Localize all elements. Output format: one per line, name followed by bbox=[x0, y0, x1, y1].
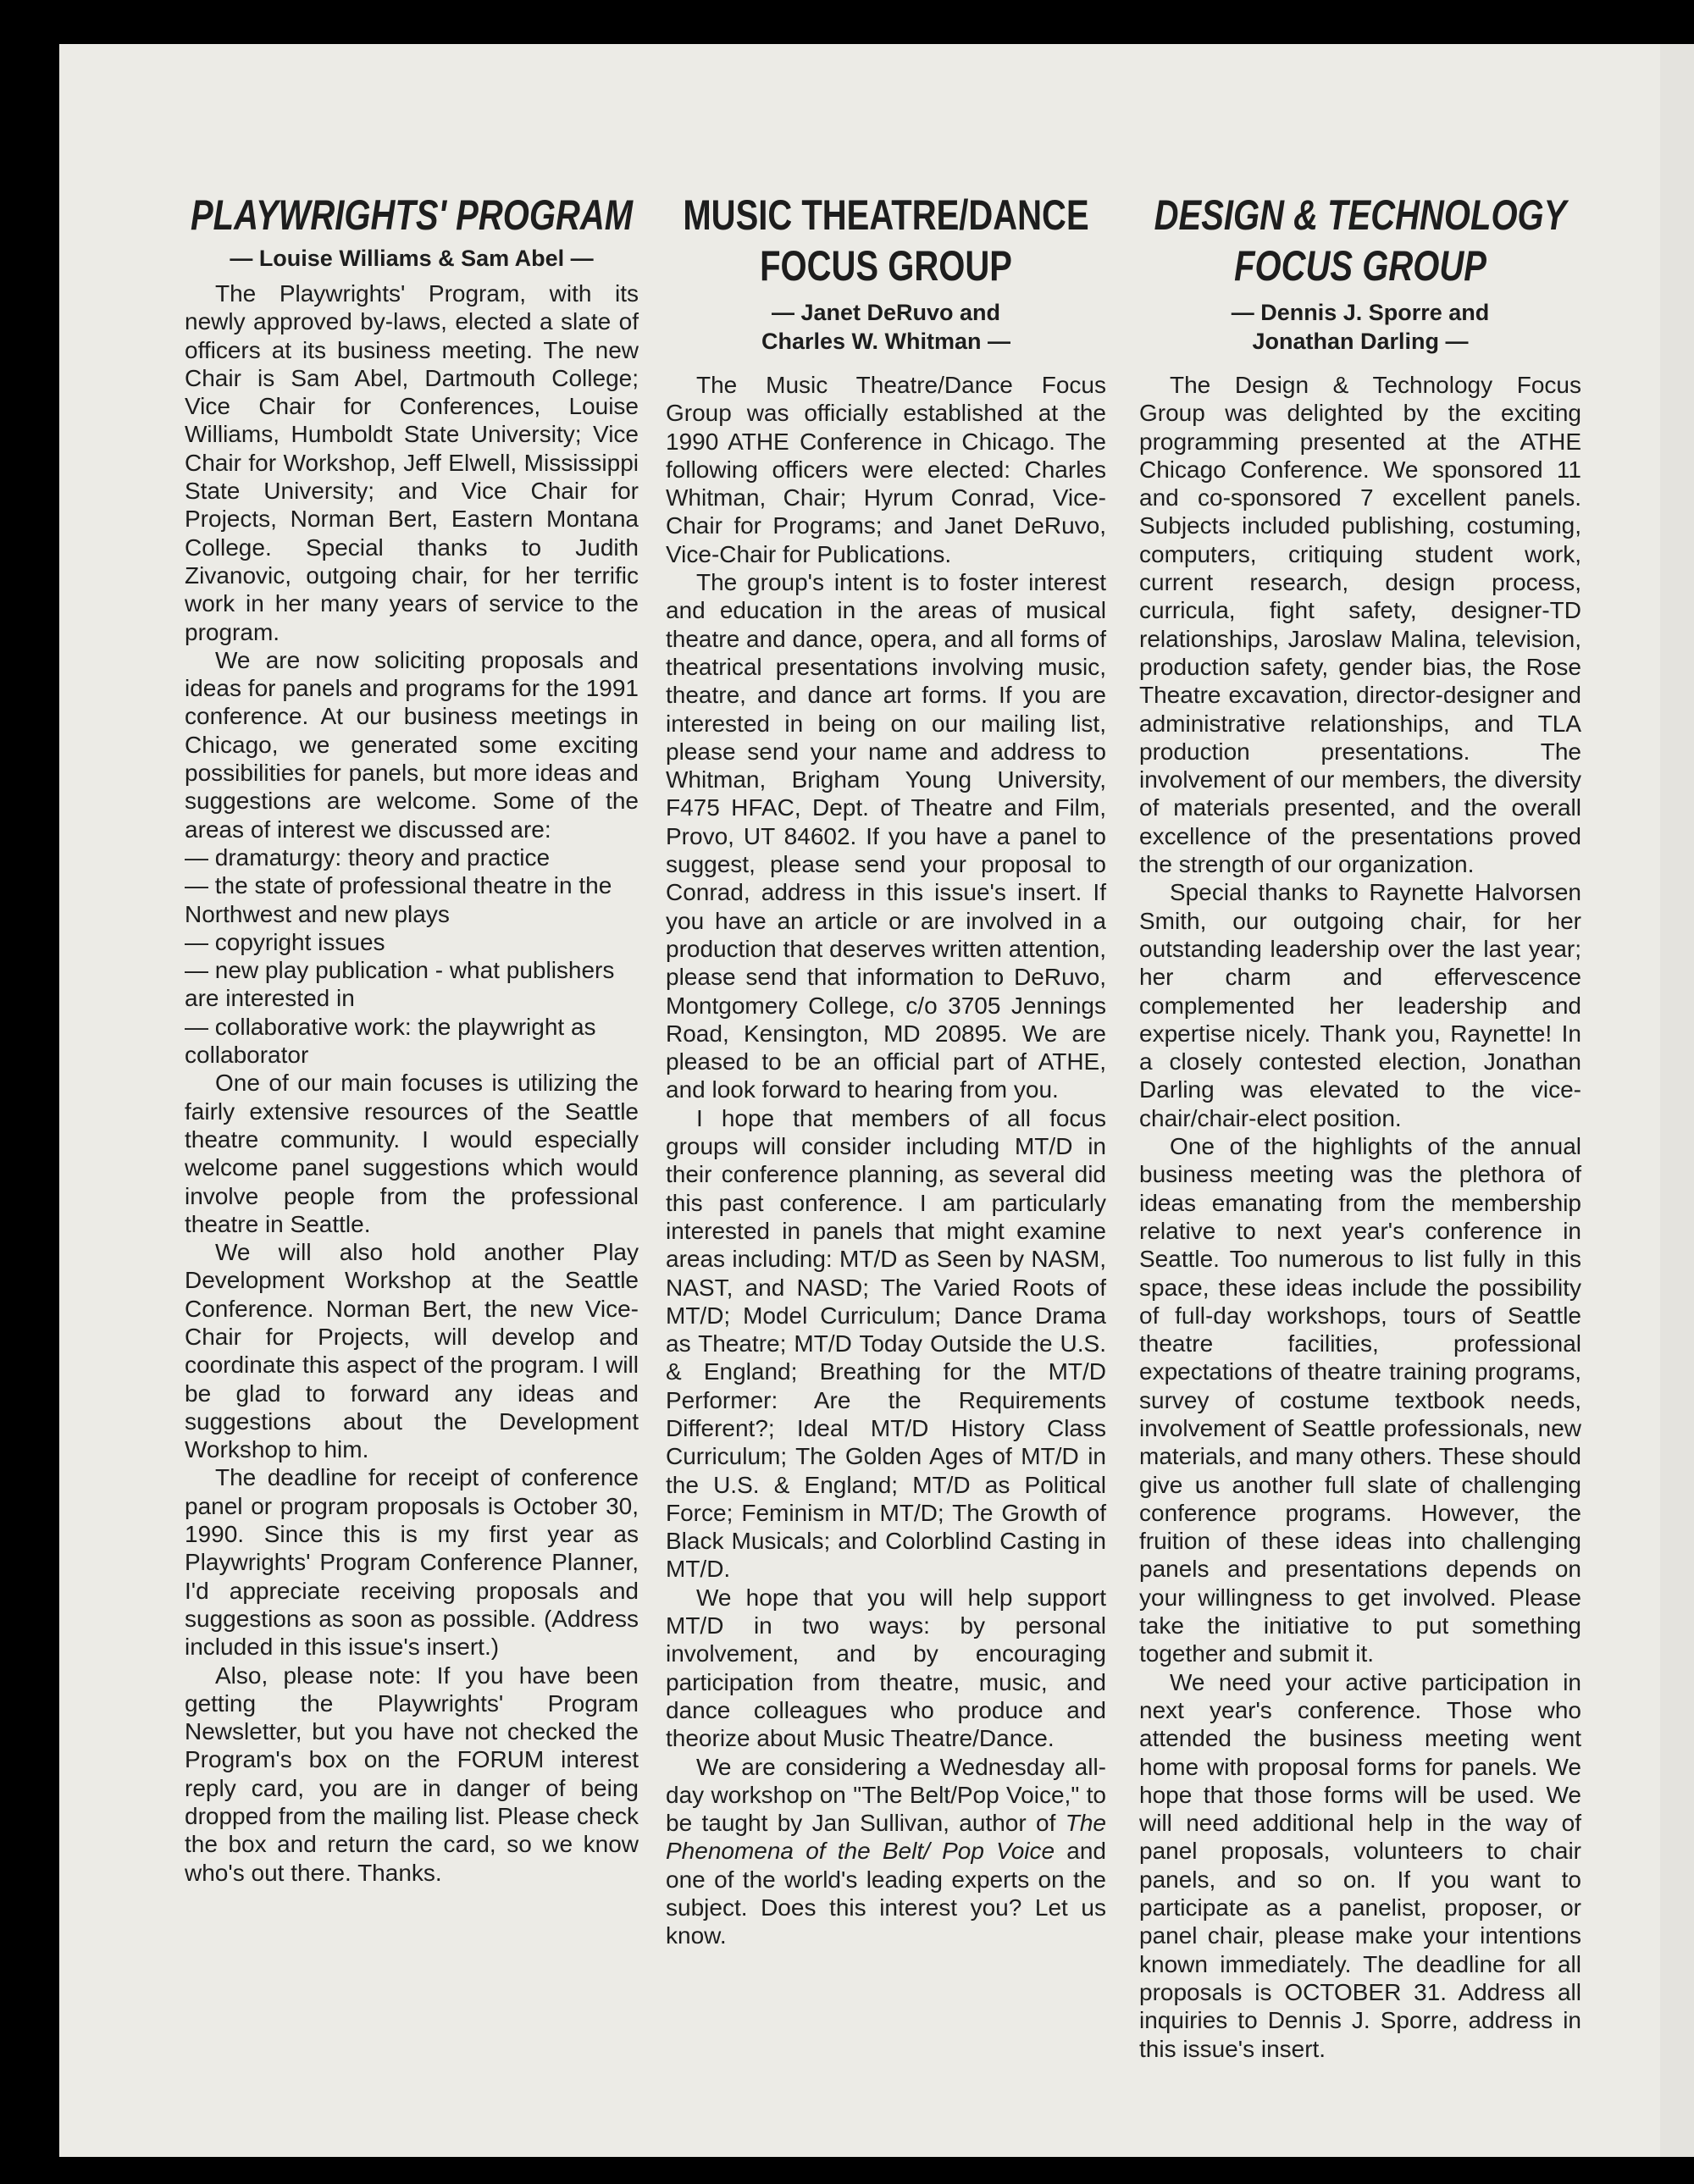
design-paragraph-4: We need your active participation in next year's conference. Those who attended the business meeting went home with proposal forms for panels. We hope that those forms will be used. We will need additional help in the way of panel proposals, volunteers to chair panels, and so on. If you want to participate as a panelist, proposer, or panel chair, please make your intentions known immediately. The deadline for all proposals is OCTOBER 31. Address all inquiries to Dennis J. Sporre, address in this issue's insert. bbox=[1139, 1668, 1581, 2062]
book-title: The Phenomena of the Belt/ Pop Voice bbox=[666, 1810, 1106, 1865]
music-paragraph-3: I hope that members of all focus groups will consider including MT/D in their conference planning, as several did this past conference. I am particularly interested in panels that might examine areas including: MT/D as Seen by NASM, NAST, and NASD; The Varied Roots of MT/D; Model Curriculum; Dance Drama as Theatre; MT/D Today Outside the U.S. & England; Breathing for the MT/D Performer: Are the Requirements Different?; Ideal MT/D History Class Curriculum; The Golden Ages of MT/D in the U.S. & England; MT/D as Political Force; Feminism in MT/D; The Growth of Black Musicals; and Colorblind Casting in MT/D. bbox=[666, 1104, 1106, 1583]
playwrights-topic-5: — collaborative work: the playwright as collaborator bbox=[185, 1013, 596, 1069]
playwrights-paragraph-3: One of our main focuses is utilizing the fairly extensive resources of the Seattle theatre community. I would especially welcome panel suggestions which would involve people from the professional theatre in Seattle. bbox=[185, 1070, 639, 1237]
playwrights-heading: PLAYWRIGHTS' PROGRAM bbox=[190, 191, 634, 239]
next-page-edge bbox=[1660, 44, 1694, 2157]
design-paragraph-1: The Design & Technology Focus Group was delighted by the exciting programming presented at the ATHE Chicago Conference. We sponsored 11 and co-sponsored 7 excellent panels. Subjects included publishing, costuming, computers, critiquing student work, current research, design process, curricula, fight safety, designer-TD relationships, Jaroslaw Malina, television, production safety, gender bias, the Rose Theatre excavation, director-designer and administrative relationships, and TLA production presentations. The involvement of our members, the diversity of materials presented, and the overall excellence of the presentations proved the strength of our organization. bbox=[1139, 372, 1581, 878]
playwrights-paragraph-6: Also, please note: If you have been getting the Playwrights' Program Newsletter, but you have not checked the Program's box on the FORUM interest reply card, you are in danger of being dropped from the mailing list. Please check the box and return the card, so we know who's out there. Thanks. bbox=[185, 1661, 639, 1886]
music-byline-line-2: Charles W. Whitman — bbox=[761, 329, 1011, 354]
music-paragraph-5 bbox=[666, 1753, 1106, 1950]
music-byline-line-1: — Janet DeRuvo and bbox=[771, 300, 1001, 325]
music-heading-line-2: FOCUS GROUP bbox=[760, 242, 1012, 290]
design-paragraph-3: One of the highlights of the annual business meeting was the plethora of ideas emanating from the membership relative to next year's conference in Seattle. Too numerous to list fully in this space, these ideas include the possibility of full-day workshops, tours of Seattle theatre facilities, professional expectations of theatre training programs, survey of costume textbook needs, involvement of Seattle professionals, new materials, and many others. These should give us another full slate of challenging conference programs. However, the fruition of these ideas into challenging panels and presentations depends on your willingness to get involved. Please take the initiative to put something together and submit it. bbox=[1139, 1133, 1581, 1667]
music-paragraph-5-start: We are considering a Wednesday all-day workshop on "The Belt/Pop Voice," to be taught by Jan Sullivan, author of bbox=[666, 1753, 1106, 1837]
playwrights-paragraph-1: The Playwrights' Program, with its newly approved by-laws, elected a slate of officers at its business meeting. The new Chair is Sam Abel, Dartmouth College; Vice Chair for Conferences, Louise Williams, Humboldt State University; Vice Chair for Workshop, Jeff Elwell, Mississippi State University; and Vice Chair for Projects, Norman Bert, Eastern Montana College. Special thanks to Judith Zivanovic, outgoing chair, for her terrific work in her many years of service to the program. bbox=[185, 280, 639, 645]
music-heading-line-1: MUSIC THEATRE/DANCE bbox=[683, 191, 1089, 239]
playwrights-topic-3: — copyright issues bbox=[185, 928, 385, 955]
playwrights-paragraph-5: The deadline for receipt of conference panel or program proposals is October 30, 1990. Since this is my first year as Playwrights' Program Conference Planner, I'd appreciate receiving proposals and suggestions as soon as possible. (Address included in this issue's insert.) bbox=[185, 1464, 639, 1661]
playwrights-paragraph-2: We are now soliciting proposals and ideas for panels and programs for the 1991 conference. At our business meetings in Chicago, we generated some exciting possibilities for panels, but more ideas and suggestions are welcome. Some of the areas of interest we discussed are: bbox=[185, 646, 639, 843]
music-byline bbox=[666, 298, 1106, 356]
playwrights-topic-1: — dramaturgy: theory and practice bbox=[185, 843, 551, 871]
design-heading-line-2: FOCUS GROUP bbox=[1234, 242, 1486, 290]
music-theatre-dance-column bbox=[666, 190, 1106, 1950]
playwrights-topic-4: — new play publication - what publishers are interested in bbox=[185, 957, 615, 1012]
playwrights-byline: — Louise Williams & Sam Abel — bbox=[230, 246, 594, 271]
playwrights-paragraph-4: We will also hold another Play Development Workshop at the Seattle Conference. Norman Bert, the new Vice-Chair for Projects, will develop and coordinate this aspect of the program. I will be glad to forward any ideas and suggestions about the Development Workshop to him. bbox=[185, 1239, 639, 1463]
playwrights-topic-2: — the state of professional theatre in the Northwest and new plays bbox=[185, 872, 612, 927]
design-byline bbox=[1139, 298, 1581, 356]
music-paragraph-5-end: and one of the world's leading experts on the subject. Does this interest you? Let us know. bbox=[666, 1838, 1107, 1949]
design-byline-line-1: — Dennis J. Sporre and bbox=[1231, 300, 1490, 325]
playwrights-program-column bbox=[185, 190, 639, 1887]
design-heading-line-1: DESIGN & TECHNOLOGY bbox=[1154, 191, 1567, 239]
music-paragraph-1: The Music Theatre/Dance Focus Group was officially established at the 1990 ATHE Conference in Chicago. The following officers were elected: Charles Whitman, Chair; Hyrum Conrad, Vice-Chair for Programs; and Janet DeRuvo, Vice-Chair for Publications. bbox=[666, 372, 1106, 567]
music-paragraph-4: We hope that you will help support MT/D in two ways: by personal involvement, and by encouraging participation from theatre, music, and dance colleagues who produce and theorize about Music Theatre/Dance. bbox=[666, 1584, 1106, 1752]
design-paragraph-2: Special thanks to Raynette Halvorsen Smith, our outgoing chair, for her outstanding leadership over the last year; her charm and effervescence complemented her leadership and expertise nicely. Thank you, Raynette! In a closely contested election, Jonathan Darling was elevated to the vice-chair/chair-elect position. bbox=[1139, 879, 1581, 1131]
design-technology-column bbox=[1139, 190, 1581, 2063]
music-paragraph-2: The group's intent is to foster interest and education in the areas of musical theatre and dance, opera, and all forms of theatrical presentations involving music, theatre, and dance art forms. If you are interested in being on our mailing list, please send your name and address to Whitman, Brigham Young University, F475 HFAC, Dept. of Theatre and Film, Provo, UT 84602. If you have a panel to suggest, please send your proposal to Conrad, address in this issue's insert. If you have an article or are involved in a production that deserves written attention, please send that information to DeRuvo, Montgomery College, c/o 3705 Jennings Road, Kensington, MD 20895. We are pleased to be an official part of ATHE, and look forward to hearing from you. bbox=[666, 569, 1106, 1103]
design-byline-line-2: Jonathan Darling — bbox=[1252, 329, 1469, 354]
